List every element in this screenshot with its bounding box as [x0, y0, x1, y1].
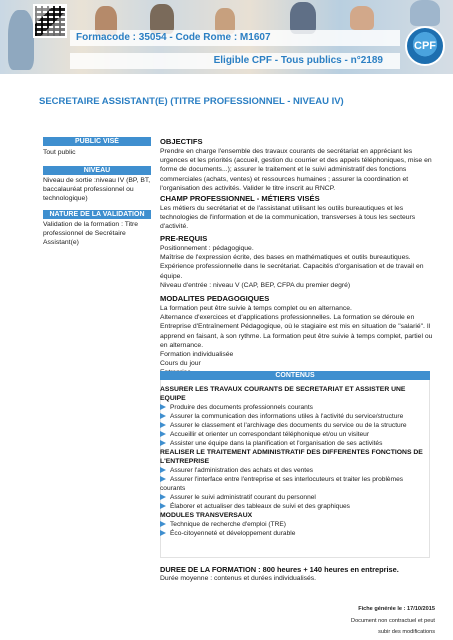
contenus-list	[160, 385, 430, 538]
generated-date: Fiche générée le : 17/10/2015	[358, 606, 435, 612]
page-title: SECRETAIRE ASSISTANT(E) (TITRE PROFESSIONNEL - NIVEAU IV)	[39, 96, 344, 107]
list-item: Assurer l'administration des achats et des ventes	[160, 466, 430, 475]
modalites-line: Formation individualisée	[160, 351, 234, 359]
modalites-line: Alternance d'exercices et d'applications professionnelles. La formation se déroule en Entreprise d'Entraînement Pédagogique, où le stagiaire est mis en situation de "salarié". Il apprend en faisant, à son rythme. La formation peut être suivie à temps complet, partiel ou en alternance.	[160, 314, 433, 349]
objectifs-heading: OBJECTIFS	[160, 137, 203, 146]
triangle-bullet-icon	[160, 404, 166, 410]
qr-code-icon	[33, 4, 67, 38]
prerequis-line: Positionnement : pédagogique.	[160, 245, 254, 252]
prerequis-line: Expérience professionnelle dans le secrétariat. Capacités d'organisation et de travail en équipe.	[160, 263, 424, 280]
triangle-bullet-icon	[160, 530, 166, 536]
triangle-bullet-icon	[160, 503, 166, 509]
contenus-heading: CONTENUS	[160, 371, 430, 380]
modalites-list	[160, 304, 435, 378]
niveau-text: Niveau de sortie :niveau IV (BP, BT, baccalauréat professionnel ou technologique)	[43, 177, 151, 202]
disclaimer-line: Document non contractuel et peut	[351, 618, 435, 624]
list-item-wrap: courants	[160, 485, 186, 492]
prerequis-list	[160, 244, 435, 290]
contenus-block-heading: ASSURER LES TRAVAUX COURANTS DE SECRETARIAT ET ASSISTER UNE EQUIPE	[160, 386, 406, 402]
validation-text: Validation de la formation : Titre professionnel de Secrétaire Assistant(e)	[43, 221, 139, 246]
modalites-line: La formation peut être suivie à temps complet ou en alternance.	[160, 305, 352, 312]
objectifs-text: Prendre en charge l'ensemble des travaux courants de secrétariat en appréciant les urgences et les priorités (accueil, gestion du courrier et des appels téléphoniques, mise en forme de documents...); assurer le traitement et le suivi administratif des fonctions commerciales (achats, ventes) et ressources humaines ; assurer la coordination et l'organisation des activités. Valider le titre inscrit au RNCP.	[160, 148, 432, 192]
formacode-line: Formacode : 35054 - Code Rome : M1607	[76, 32, 271, 43]
prerequis-line: Maîtrise de l'expression écrite, des bases en mathématiques et outils bureautiques.	[160, 254, 411, 262]
triangle-bullet-icon	[160, 476, 166, 482]
triangle-bullet-icon	[160, 431, 166, 437]
niveau-heading: NIVEAU	[43, 166, 151, 175]
triangle-bullet-icon	[160, 413, 166, 419]
list-item: Accueillir et orienter un correspondant téléphonique et/ou un visiteur	[160, 430, 430, 439]
contenus-block-heading: REALISER LE TRAITEMENT ADMINISTRATIF DES DIFFERENTES FONCTIONS DE L'ENTREPRISE	[160, 449, 423, 465]
header-banner	[0, 0, 453, 74]
list-item: Assurer le classement et l'archivage des documents du service ou de la structure	[160, 421, 430, 430]
list-item: Élaborer et actualiser des tableaux de suivi et des graphiques	[160, 502, 430, 511]
prerequis-line: Niveau d'entrée : niveau V (CAP, BEP, CFPA du premier degré)	[160, 281, 351, 289]
list-item: Assurer la communication des informations utiles à l'activité du service/structure	[160, 412, 430, 421]
list-item: Éco-citoyenneté et développement durable	[160, 529, 430, 538]
list-item: Assister une équipe dans la planification et l'organisation de ses activités	[160, 439, 430, 448]
triangle-bullet-icon	[160, 494, 166, 500]
triangle-bullet-icon	[160, 467, 166, 473]
modalites-line: Cours du jour	[160, 360, 201, 368]
duree-text: Durée moyenne : contenus et durées individualisés.	[160, 575, 317, 582]
list-item: Assurer le suivi administratif courant du personnel	[160, 493, 430, 502]
duree-heading: DUREE DE LA FORMATION : 800 heures + 140 heures en entreprise.	[160, 565, 399, 574]
list-item: Technique de recherche d'emploi (TRE)	[160, 520, 430, 529]
champ-text: Les métiers du secrétariat et de l'assistanat utilisant les outils bureautiques et les technologies de l'information et de la communication, transverses à tous les secteurs d'activité.	[160, 205, 416, 231]
modalites-heading: MODALITES PEDAGOGIQUES	[160, 294, 270, 303]
triangle-bullet-icon	[160, 422, 166, 428]
list-item: Assurer l'interface entre l'entreprise et ses interlocuteurs et traiter les problèmes	[160, 475, 430, 484]
triangle-bullet-icon	[160, 440, 166, 446]
validation-heading: NATURE DE LA VALIDATION	[43, 210, 151, 219]
cpf-logo-icon: CPF	[405, 26, 445, 66]
champ-heading: CHAMP PROFESSIONNEL - MÉTIERS VISÉS	[160, 194, 320, 203]
public-vise-text: Tout public	[43, 149, 76, 156]
prerequis-heading: PRE-REQUIS	[160, 234, 208, 243]
list-item: Produire des documents professionnels courants	[160, 403, 430, 412]
public-vise-heading: PUBLIC VISÉ	[43, 137, 151, 146]
contenus-block-heading: MODULES TRANSVERSAUX	[160, 512, 253, 519]
disclaimer-line: subir des modifications	[378, 629, 435, 635]
triangle-bullet-icon	[160, 521, 166, 527]
cpf-eligibility-line: Eligible CPF - Tous publics - n°2189	[213, 55, 383, 66]
